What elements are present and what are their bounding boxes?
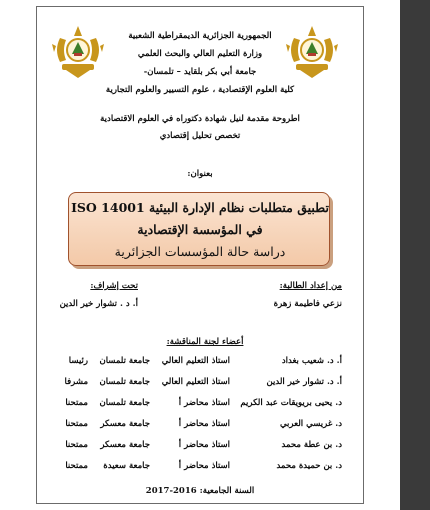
supervisor-name: أ. د . تشوار خير الدين	[59, 299, 138, 309]
member-role: ممتحنا	[65, 440, 88, 450]
member-name: أ. د. شعيب بغداد	[281, 356, 342, 366]
committee-row	[0, 398, 400, 410]
member-role: ممتحنا	[65, 461, 88, 471]
member-role: ممتحنا	[65, 398, 88, 408]
thesis-title-box	[68, 192, 330, 266]
member-rank: استاذ التعليم العالي	[161, 356, 230, 366]
committee-row	[0, 356, 400, 368]
university-emblem-icon	[52, 24, 104, 80]
member-rank: استاذ محاضر أ	[178, 461, 230, 471]
member-name: د. يحيى بريويقات عبد الكريم	[240, 398, 342, 408]
member-name: د. بن عطة محمد	[281, 440, 342, 450]
committee-row	[0, 419, 400, 431]
title-label: بعنوان:	[187, 169, 213, 179]
committee-row	[0, 461, 400, 473]
thesis-title-line-3: دراسة حالة المؤسسات الجزائرية	[114, 244, 286, 259]
member-name: د. غريسي العربي	[279, 419, 342, 429]
ministry-name: وزارة التعليم العالي والبحث العلمي	[137, 49, 263, 59]
republic-name: الجمهورية الجزائرية الديمقراطية الشعبية	[128, 31, 272, 41]
member-name: د. بن حميدة محمد	[276, 461, 342, 471]
member-university: جامعة تلمسان	[99, 356, 150, 366]
member-role: ممتحنا	[65, 419, 88, 429]
prepared-by-label: من إعداد الطالبة:	[279, 281, 342, 291]
supervised-by-label: تحت إشراف:	[90, 281, 138, 291]
member-university: جامعة تلمسان	[99, 398, 150, 408]
member-university: جامعة معسكر	[100, 440, 150, 450]
committee-label: أعضاء لجنة المناقشة:	[166, 337, 244, 347]
committee-row	[0, 440, 400, 452]
member-role: مشرفا	[64, 377, 88, 387]
member-rank: استاذ محاضر أ	[178, 398, 230, 408]
faculty-name: كلية العلوم الإقتصادية ، علوم التسيير والعلوم التجارية	[105, 85, 295, 95]
member-role: رئيسا	[68, 356, 88, 366]
viewer-margin	[400, 0, 430, 510]
member-university: جامعة سعيدة	[103, 461, 150, 471]
member-rank: استاذ محاضر أ	[178, 440, 230, 450]
member-university: جامعة تلمسان	[99, 377, 150, 387]
member-name: أ. د. تشوار خير الدين	[266, 377, 342, 387]
member-university: جامعة معسكر	[100, 419, 150, 429]
student-name: نزعي فاطيمة زهرة	[273, 299, 342, 309]
member-rank: استاذ محاضر أ	[178, 419, 230, 429]
specialization: تخصص تحليل إقتصادي	[159, 131, 241, 141]
member-rank: استاذ التعليم العالي	[161, 377, 230, 387]
committee-row	[0, 377, 400, 389]
university-name: جامعة أبي بكر بلقايد – تلمسان-	[143, 67, 257, 77]
thesis-title-line-2: في المؤسسة الإقتصادية	[137, 222, 263, 237]
thesis-title-line-1: تطبيق متطلبات نظام الإدارة البيئية ISO 14001	[71, 200, 329, 215]
academic-year: السنة الجامعية: 2016-2017	[145, 486, 255, 496]
thesis-description: اطروحة مقدمة لنيل شهادة دكتوراه في العلوم الاقتصادية	[100, 114, 300, 124]
